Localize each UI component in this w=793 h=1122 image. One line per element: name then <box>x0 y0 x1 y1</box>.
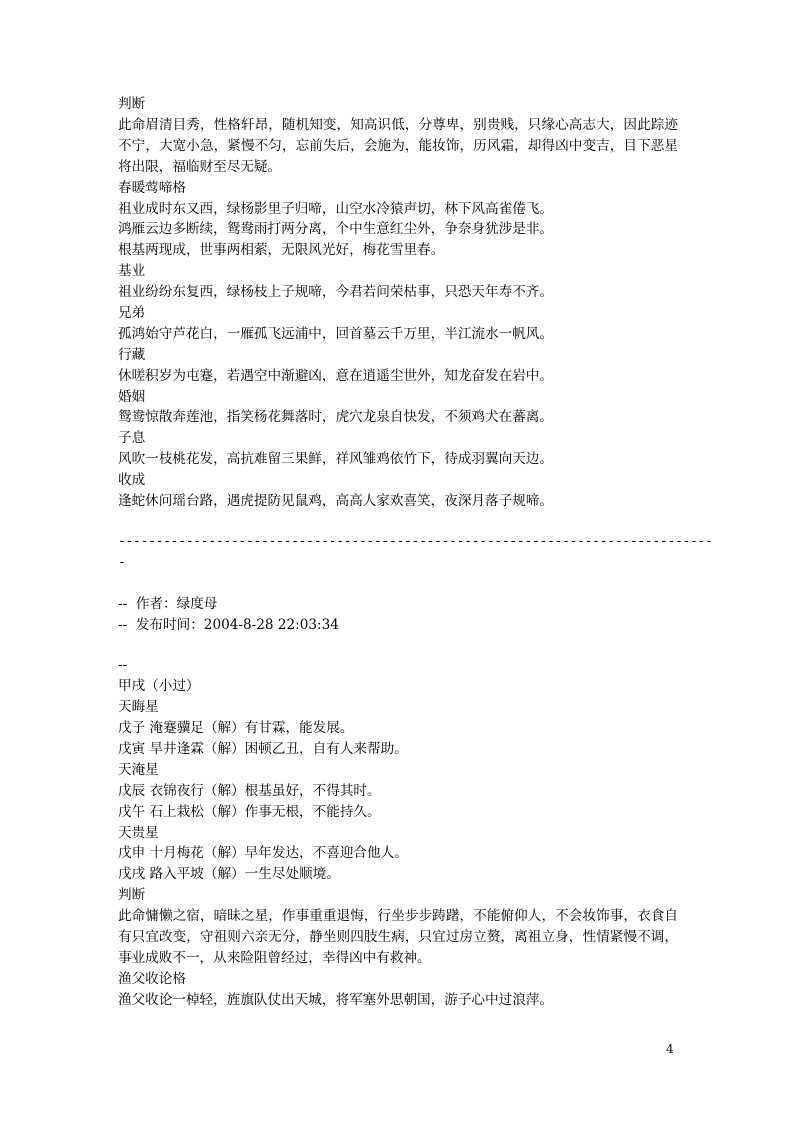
section-heading-children: 子息 <box>118 430 146 447</box>
foundation-text: 祖业纷纷东复西，绿杨枝上子规啼，今君若问荣枯事，只恐天年寿不齐。 <box>118 284 553 301</box>
section-heading-judgment: 判断 <box>118 96 146 112</box>
section-heading-judgment: 判断 <box>118 887 146 904</box>
pattern-line: 鸿雁云边多断续，鸳鸯雨打两分离，个中生意红尘外，争奈身犹涉是非。 <box>118 221 553 238</box>
post-time: -- 发布时间：2004-8-28 22:03:34 <box>118 616 339 633</box>
section-heading-conduct: 行藏 <box>118 346 146 363</box>
pattern-line: 祖业成时东又西，绿杨影里子归啼，山空水冷猿声切，林下风高雀倦飞。 <box>118 200 553 217</box>
pattern-line: 根基两现成，世事两相萦，无限风光好，梅花雪里春。 <box>118 242 445 259</box>
star-heading: 天晦星 <box>118 699 159 716</box>
page-number: 4 <box>666 1042 674 1056</box>
section-heading-pattern: 春暖莺啼格 <box>118 179 186 196</box>
star-entry: 戊午 石上栽松（解）作事无根，不能持久。 <box>118 803 381 820</box>
star-entry: 戊戌 路入平坡（解）一生尽处顺境。 <box>118 866 340 883</box>
star-heading: 天贵星 <box>118 824 159 841</box>
pattern-text: 渔父收论一棹轻，旌旗队仗出天城，将军塞外思朝国，游子心中过浪萍。 <box>118 991 553 1008</box>
document-page <box>118 94 713 1011</box>
divider-tail: - <box>118 554 126 570</box>
star-entry: 戊寅 旱井逢霖（解）困顿乙丑，自有人来帮助。 <box>118 741 408 758</box>
marriage-text: 鸳鸯惊散奔莲池，指笑杨花舞落时，虎穴龙泉自快发，不须鸡犬在蕃离。 <box>118 409 553 426</box>
judgment-paragraph: 此命慵懒之宿，暗昧之星，作事重重退悔，行坐步步踌躇，不能俯仰人，不会妆饰事，衣食自有只宜改变，守祖则六亲无分，静坐则四肢生病，只宜过房立赘，离祖立身，性情紧慢不调，事业成败不一，从来险阻曾经过，幸得凶中有救神。 <box>118 908 678 966</box>
divider-rule: ------------------------------------------------------------------------------- <box>118 533 713 549</box>
star-entry: 戊子 淹蹇骥足（解）有甘霖，能发展。 <box>118 720 354 737</box>
post-author: -- 作者：绿度母 <box>118 595 218 612</box>
section-heading-siblings: 兄弟 <box>118 304 146 321</box>
section-heading-foundation: 基业 <box>118 263 146 280</box>
judgment-paragraph: 此命眉清目秀，性格轩昂，随机知变，知高识低，分尊卑，别贵贱，只缘心高志大，因此踪迹不宁，大宽小急，紧慢不匀，忘前失后，会施为，能妆饰，历风霜，却得凶中变吉，目下恶星将出限，福临财至尽无疑。 <box>118 116 678 175</box>
children-text: 风吹一枝桃花发，高抗难留三果鲜，祥风雏鸡依竹下，待成羽翼向天边。 <box>118 451 553 468</box>
ending-text: 逢蛇休问瑶台路，遇虎提防见鼠鸡，高高人家欢喜笑，夜深月落子规啼。 <box>118 492 553 509</box>
section-title: 甲戌（小过） <box>118 678 200 695</box>
star-entry: 戊申 十月梅花（解）早年发达，不喜迎合他人。 <box>118 845 408 862</box>
conduct-text: 休嗟积岁为屯蹇，若遇空中渐避凶，意在逍遥尘世外，知龙奋发在岩中。 <box>118 367 553 384</box>
section-heading-marriage: 婚姻 <box>118 388 146 405</box>
star-entry: 戊辰 衣锦夜行（解）根基虽好，不得其时。 <box>118 782 381 799</box>
star-heading: 天淹星 <box>118 761 159 778</box>
siblings-text: 孤鸿始守芦花白，一雁孤飞远浦中，回首墓云千万里，半江流水一帆风。 <box>118 325 553 342</box>
post-separator: -- <box>118 657 128 674</box>
section-heading-ending: 收成 <box>118 472 146 489</box>
section-heading-pattern: 渔父收论格 <box>118 970 186 987</box>
